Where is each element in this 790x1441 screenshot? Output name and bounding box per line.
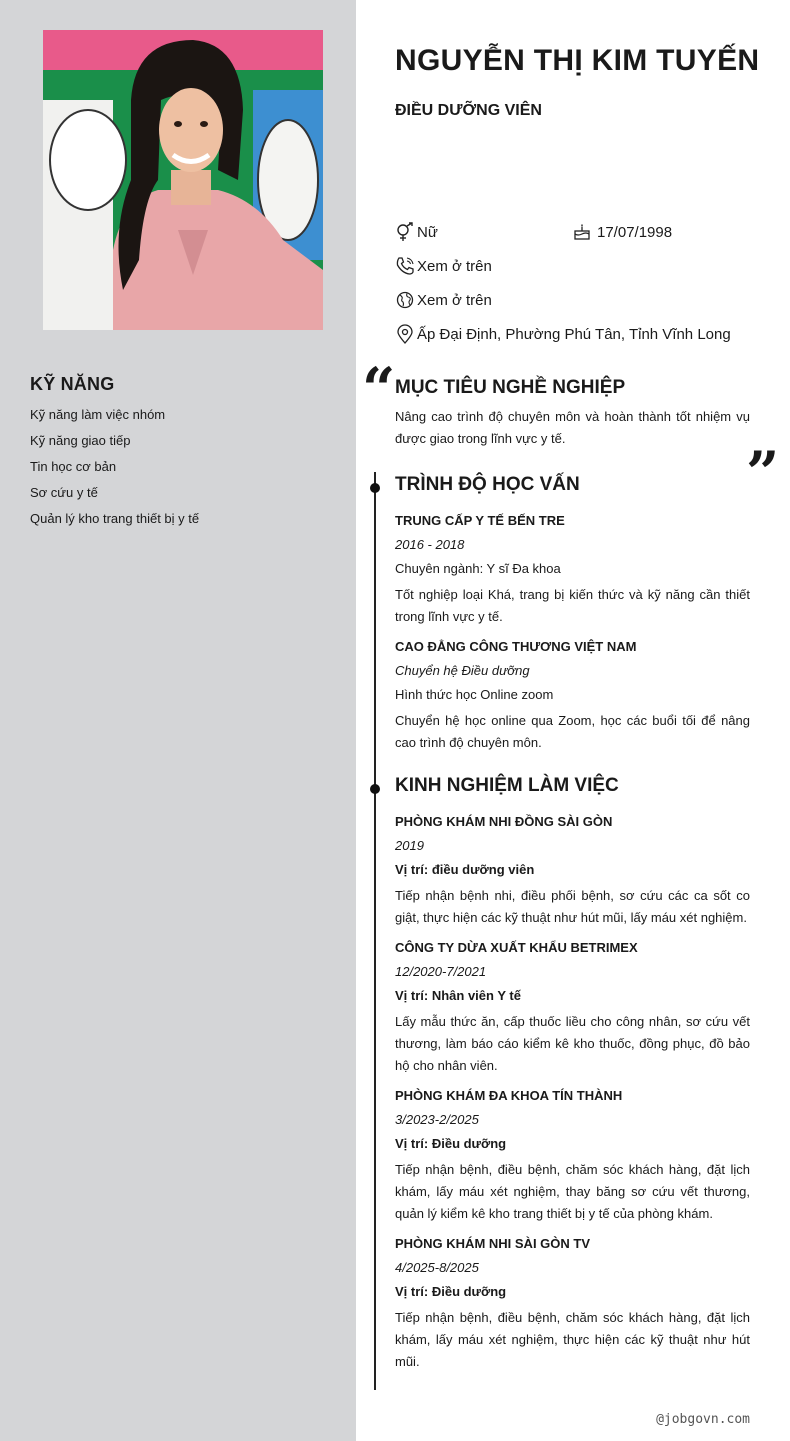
quote-open-icon: “ [362,355,396,423]
website-value: Xem ở trên [417,291,492,309]
watermark: @jobgovn.com [656,1412,750,1427]
education-entry [395,638,750,754]
education-detail: Hình thức học Online zoom [395,687,554,702]
skill-item: Kỹ năng làm việc nhóm [30,407,166,422]
globe-icon [395,290,415,310]
experience-heading: KINH NGHIỆM LÀM VIỆC [395,775,619,796]
address-value: Ấp Đại Định, Phường Phú Tân, Tỉnh Vĩnh Long [417,325,731,343]
timeline-dot-experience [370,784,380,794]
timeline-line [374,472,376,1390]
profile-photo [43,30,323,330]
phone-info [395,256,492,276]
education-detail: Chuyên ngành: Y sĩ Đa khoa [395,561,561,576]
school-name: TRUNG CẤP Y TẾ BẾN TRE [395,513,565,528]
experience-position: Vị trí: Điều dưỡng [395,1284,507,1299]
phone-value: Xem ở trên [417,257,492,275]
experience-description: Tiếp nhận bệnh, điều bệnh, chăm sóc khách hàng, đặt lịch khám, lấy máu xét nghiệm, thay băng sơ cứu vết thương, quản lý kiểm kê kho trang thiết bị y tế của phòng khám. [395,1162,750,1221]
birthdate-info [572,222,672,242]
experience-period: 2019 [395,838,424,853]
experience-description: Tiếp nhận bệnh, điều bệnh, chăm sóc khách hàng, đặt lịch khám, lấy máu xét nghiệm, thực hiện các kỹ thuật như hút mũi. [395,1310,750,1369]
education-description: Tốt nghiệp loại Khá, trang bị kiến thức và kỹ năng cần thiết trong lĩnh vực y tế. [395,587,750,624]
timeline-dot-education [370,483,380,493]
cake-icon [572,222,592,242]
company-name: PHÒNG KHÁM ĐA KHOA TÍN THÀNH [395,1088,623,1103]
objective-heading: MỤC TIÊU NGHỀ NGHIỆP [395,377,626,398]
skill-item: Kỹ năng giao tiếp [30,433,131,448]
experience-description: Tiếp nhận bệnh nhi, điều phối bệnh, sơ cứu các ca sốt co giật, thực hiện các kỹ thuật như hút mũi, lấy máu xét nghiệm. [395,888,750,925]
experience-position: Vị trí: Nhân viên Y tế [395,988,521,1003]
phone-icon [395,256,415,276]
experience-position: Vị trí: điều dưỡng viên [395,862,535,877]
skill-item: Quản lý kho trang thiết bị y tế [30,511,200,526]
education-description: Chuyển hệ học online qua Zoom, học các buổi tối để nâng cao trình độ chuyên môn. [395,713,750,750]
gender-info [395,222,438,242]
experience-period: 12/2020-7/2021 [395,964,487,979]
education-heading: TRÌNH ĐỘ HỌC VẤN [395,474,580,495]
skill-item: Tin học cơ bản [30,459,117,474]
experience-entry [395,1087,750,1225]
experience-entry [395,939,750,1077]
experience-entry [395,1235,750,1373]
objective-text: Nâng cao trình độ chuyên môn và hoàn thành tốt nhiệm vụ được giao trong lĩnh vực y tế. [395,409,750,446]
education-period: 2016 - 2018 [395,537,465,552]
candidate-name: NGUYỄN THỊ KIM TUYẾN [395,44,760,77]
company-name: PHÒNG KHÁM NHI SÀI GÒN TV [395,1236,591,1251]
education-entry [395,512,750,628]
birthdate-value: 17/07/1998 [597,223,673,241]
gender-icon [395,222,415,242]
education-period: Chuyển hệ Điều dưỡng [395,663,530,678]
experience-entry [395,813,750,929]
profile-photo-image [43,30,323,330]
location-pin-icon [395,324,415,344]
experience-period: 4/2025-8/2025 [395,1260,479,1275]
school-name: CAO ĐẲNG CÔNG THƯƠNG VIỆT NAM [395,639,637,654]
company-name: PHÒNG KHÁM NHI ĐỒNG SÀI GÒN [395,814,613,829]
sidebar [0,0,356,1441]
quote-close-icon: ” [746,439,780,507]
skills-section [30,374,330,537]
gender-value: Nữ [417,223,438,241]
skills-list [30,407,330,537]
candidate-title: ĐIỀU DƯỠNG VIÊN [395,102,542,119]
experience-position: Vị trí: Điều dưỡng [395,1136,507,1151]
address-info [395,324,731,344]
experience-period: 3/2023-2/2025 [395,1112,479,1127]
experience-description: Lấy mẫu thức ăn, cấp thuốc liều cho công nhân, sơ cứu vết thương, làm báo cáo kiểm kê kho thuốc, đồng phục, đồ bảo hộ cho nhân viên. [395,1014,750,1073]
website-info [395,290,492,310]
skill-item: Sơ cứu y tế [30,485,98,500]
company-name: CÔNG TY DỪA XUẤT KHẨU BETRIMEX [395,940,638,955]
skills-heading: KỸ NĂNG [30,374,115,394]
